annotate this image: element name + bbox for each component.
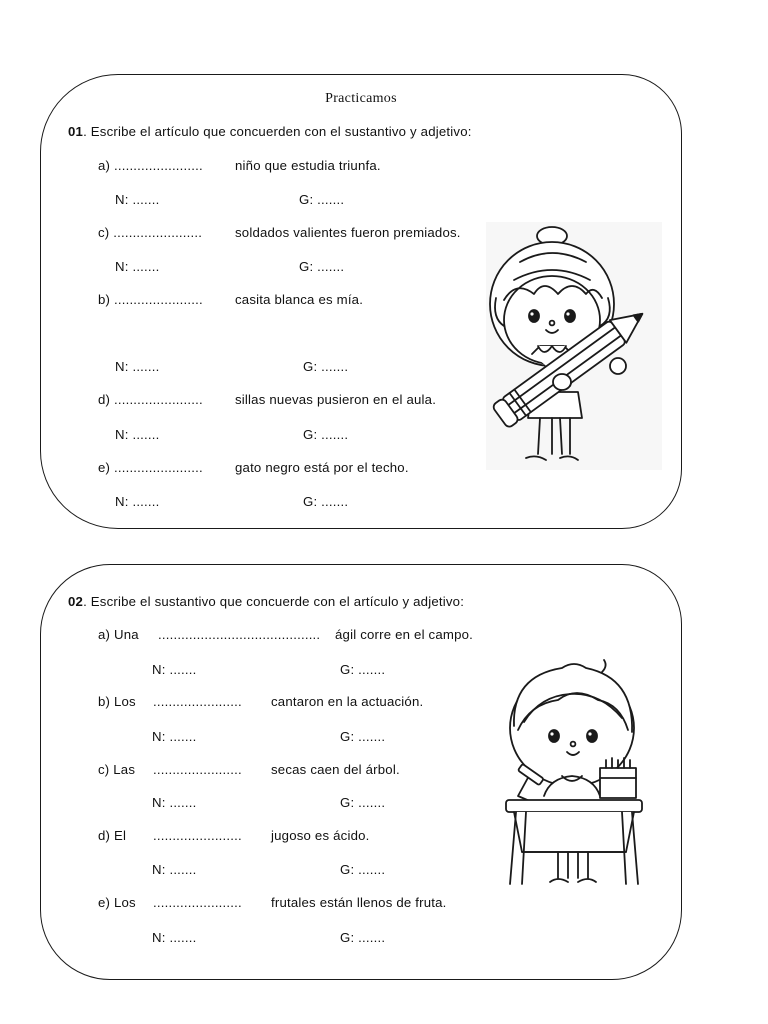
item-label: a) ....................... bbox=[98, 158, 203, 173]
item-text: frutales están llenos de fruta. bbox=[271, 895, 447, 910]
item-label: a) Una bbox=[98, 627, 139, 642]
answer-blank: .......................................... bbox=[158, 627, 321, 642]
item-text: cantaron en la actuación. bbox=[271, 694, 424, 709]
instruction-02 bbox=[68, 594, 464, 609]
item-label: d) El bbox=[98, 828, 127, 843]
gender-blank: G: ....... bbox=[303, 427, 349, 442]
item-text: gato negro está por el techo. bbox=[235, 460, 409, 475]
gender-blank: G: ....... bbox=[340, 729, 386, 744]
item-text: secas caen del árbol. bbox=[271, 762, 400, 777]
item-text: niño que estudia triunfa. bbox=[235, 158, 381, 173]
girl-with-pencil-illustration bbox=[486, 222, 662, 470]
gender-blank: G: ....... bbox=[299, 192, 345, 207]
gender-blank: G: ....... bbox=[303, 494, 349, 509]
item-text: soldados valientes fueron premiados. bbox=[235, 225, 461, 240]
answer-blank: ....................... bbox=[153, 694, 242, 709]
answer-blank: ....................... bbox=[153, 828, 242, 843]
instruction-01 bbox=[68, 124, 472, 139]
item-label: c) Las bbox=[98, 762, 136, 777]
gender-blank: G: ....... bbox=[303, 359, 349, 374]
item-label: d) ....................... bbox=[98, 392, 203, 407]
item-label: c) ....................... bbox=[98, 225, 203, 240]
number-blank: N: ....... bbox=[115, 494, 160, 509]
answer-blank: ....................... bbox=[153, 762, 242, 777]
item-label: b) Los bbox=[98, 694, 136, 709]
number-blank: N: ....... bbox=[152, 729, 197, 744]
instruction-text: . Escribe el sustantivo que concuerde con el artículo y adjetivo: bbox=[83, 594, 465, 609]
gender-blank: G: ....... bbox=[340, 862, 386, 877]
number-blank: N: ....... bbox=[115, 259, 160, 274]
item-text: ágil corre en el campo. bbox=[335, 627, 474, 642]
number-blank: N: ....... bbox=[152, 795, 197, 810]
number-blank: N: ....... bbox=[115, 359, 160, 374]
number-blank: N: ....... bbox=[152, 662, 197, 677]
exercise-number: 01 bbox=[68, 124, 84, 139]
number-blank: N: ....... bbox=[115, 192, 160, 207]
boy-at-desk-illustration bbox=[500, 656, 648, 888]
instruction-text: . Escribe el artículo que concuerden con el sustantivo y adjetivo: bbox=[83, 124, 472, 139]
item-text: casita blanca es mía. bbox=[235, 292, 364, 307]
item-label: e) Los bbox=[98, 895, 136, 910]
item-label: b) ....................... bbox=[98, 292, 203, 307]
number-blank: N: ....... bbox=[152, 930, 197, 945]
answer-blank: ....................... bbox=[153, 895, 242, 910]
worksheet-title: Practicamos bbox=[325, 91, 397, 106]
item-label: e) ....................... bbox=[98, 460, 203, 475]
number-blank: N: ....... bbox=[152, 862, 197, 877]
exercise-number: 02 bbox=[68, 594, 84, 609]
gender-blank: G: ....... bbox=[299, 259, 345, 274]
item-text: jugoso es ácido. bbox=[271, 828, 370, 843]
gender-blank: G: ....... bbox=[340, 930, 386, 945]
gender-blank: G: ....... bbox=[340, 662, 386, 677]
item-text: sillas nuevas pusieron en el aula. bbox=[235, 392, 437, 407]
number-blank: N: ....... bbox=[115, 427, 160, 442]
gender-blank: G: ....... bbox=[340, 795, 386, 810]
